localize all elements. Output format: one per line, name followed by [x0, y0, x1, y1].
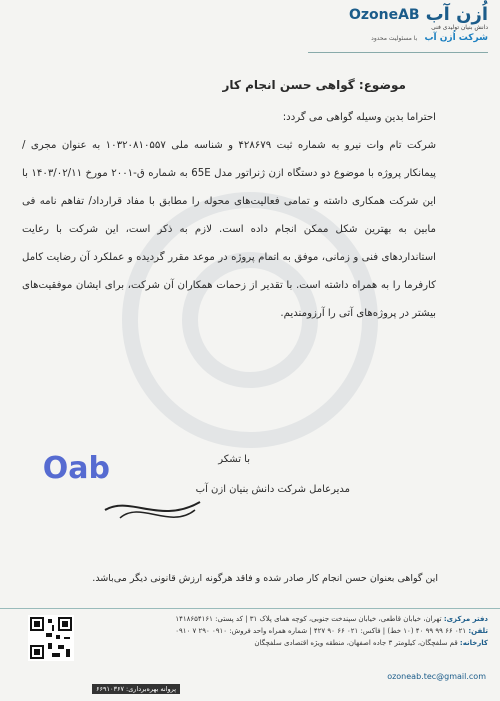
- company-name-fa: اُزن آب: [425, 4, 488, 25]
- letter-greeting: احتراما بدین وسیله گواهی می گردد:: [282, 112, 436, 123]
- office-label: دفتر مرکزی:: [443, 615, 488, 623]
- liability-label: با مسئولیت محدود: [371, 35, 418, 42]
- company-logo: OzoneAB: [348, 7, 420, 23]
- legal-note: این گواهی بعنوان حسن انجام کار صادر شده و فاقد هرگونه ارزش قانونی دیگر می‌باشد.: [92, 573, 438, 584]
- header-divider: [308, 52, 488, 53]
- company-tagline: دانش بنیان تولیدی فنی: [431, 24, 488, 31]
- signer-title: مدیرعامل شرکت دانش بنیان ازن آب: [195, 484, 350, 495]
- factory-address: قم سلفچگان، کیلومتر ۳ جاده اصفهان، منطقه ویژه اقتصادی سلفچگان: [254, 639, 458, 647]
- letterhead: [268, 6, 488, 52]
- letter-footer: [0, 608, 500, 701]
- email-link[interactable]: ozoneab.tec@gmail.com: [387, 672, 486, 681]
- letter-paragraph: شرکت تام وات نیرو به شماره ثبت ۴۲۸۶۷۹ و شناسه ملی ۱۰۳۲۰۸۱۰۵۵۷ به عنوان مجری / پیمانکار پروژه با موضوع دو دستگاه ازن ژنراتور مدل 65E به شماره ق-۲۰۰۱ مورخ ۱۴۰۳/۰۲/۱۱ با این شرکت همکاری داشته و تمامی فعالیت‌های محوله را مطابق با مفاد قرارداد/ تفاهم نامه فی مابین به بهترین شکل ممکن انجام داده است. لازم به ذکر است، این شرکت با رعایت استانداردهای فنی و زمانی، موفق به اتمام پروژه در موعد مقرر گردیده و عملکرد آن رضایت کامل کارفرما را به همراه داشته است. با تقدیر از زحمات همکاران آن شرکت، برای ایشان موفقیت‌های بیشتر در پروژه‌های آتی را آرزومندیم.: [22, 140, 436, 319]
- phone-numbers: ۰۲۱ ۶۶ ۹۹ ۹۹ ۴۰ (۱۰ خط) | فاکس: ۰۲۱ ۶۶ ۹۰ ۴۲۷ | شماره همراه واحد فروش: ۰۹۱۰ ۲۹۰ ۷ ۰۹۱۰: [175, 627, 467, 635]
- company-full-name: شرکت اُزن آب با مسئولیت محدود: [371, 33, 488, 43]
- signature-block: [42, 440, 350, 550]
- svg-text:Oab: Oab: [42, 451, 110, 486]
- factory-label: کارخانه:: [459, 639, 488, 647]
- permit-bar: [92, 683, 180, 695]
- qr-code-icon: [28, 615, 74, 661]
- phone-label: تلفن:: [468, 627, 488, 635]
- footer-contact: [92, 613, 488, 649]
- letter-subject: موضوع: گواهی حسن انجام کار: [222, 78, 406, 92]
- office-address: تهران، خیابان قاطعی، خیابان سپندخت جنوبی، کوچه همای پلاک ۳۱ | کد پستی: ۱۴۱۸۶۵۴۱۶۱: [175, 615, 442, 623]
- letter-body: [22, 78, 436, 328]
- company-stamp-icon: [42, 440, 210, 530]
- regards-text: با تشکر: [218, 454, 250, 465]
- permit-number: پروانه بهره‌برداری: ۶۶۹۱۰۳۶۷: [92, 684, 180, 694]
